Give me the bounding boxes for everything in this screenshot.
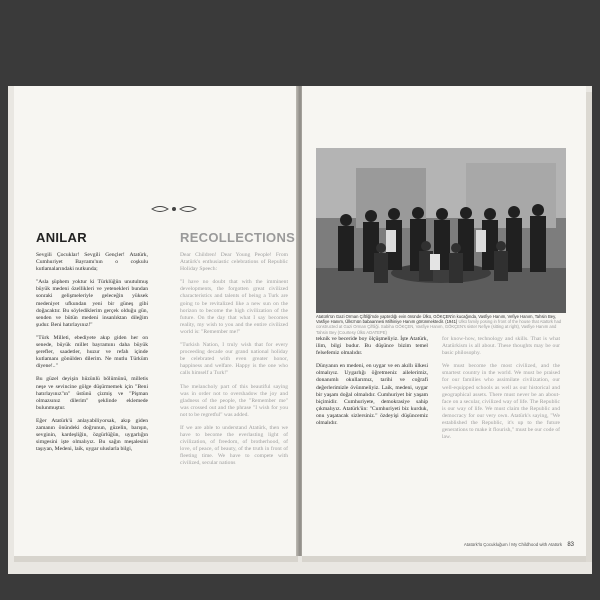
tr-paragraph: Eğer Atatürk'ü anlayabiliyorsak, akıp giden zamanın önündeki doğrunun, güzelin, barışın, sevginin, kardeşliğin, özgürlüğün, uygarlığın simgesini işte olmalıyız. Bu sağın meşalesini taşıyan, Medeni, laik, uygar uluslarla bilgi,: [36, 417, 148, 453]
tr-paragraph: teknik ve beceride boy ölçüşmeliyiz. İşte Atatürk, ilim, bilgi budur. Bu düşünce bizim temel felsefemiz olmalıdır.: [316, 336, 428, 357]
en-paragraph: We must become the most civilized, and the smartest country in the world. We must be praised for our families who assimilate civilization, our well-equipped schools as well as our historical and geographical assets. There must never be an about-face on a secular, civilized way of life. The Republic is our way of life. We must claim the Republic and democracy for our very own. Atatürk's saying, "We established the Republic, it's up to the future generations to make it flourish," must be our code of law.: [442, 363, 560, 441]
page-number: 83: [567, 542, 574, 548]
family-photo: [316, 148, 566, 313]
heading-recollections: RECOLLECTIONS: [180, 230, 296, 245]
turkish-column: [36, 252, 148, 459]
caption-turkish: Atatürk'ün Gazi Orman Çiftliği'nde yaptırdığı evin önünde Ülkü, GÖKÇEN'in kucağında, Vasfiye Hanım, Vefiye Hanım, Tahsin Bey, Vasfiye Hanım, Ülkü'nün babaannesi Milhiniye Hanım görünmektedir. (1941): [316, 314, 557, 325]
english-column: [180, 252, 288, 474]
tr-paragraph: "Türk Milleti, ebediyete akıp giden her on senede, büyük millet bayramını daha büyük şerefler, saadetler, huzur ve refah içinde kutlamanı gönülden dilerim. Ne mutlu Türküm diyene!..": [36, 334, 148, 370]
left-page-edge: [14, 556, 298, 562]
right-page: [302, 86, 586, 556]
en-paragraph: "I have no doubt that with the imminent developments, the forgotten great civilized characteristics and talents of being a Turk are going to be revitalized like a new sun on the horizon to become the high civilization of the future. On the day that what I say becomes reality, my wish to you and the entire civilized world is: "Remember me!": [180, 279, 288, 335]
turkish-column-right: [316, 336, 428, 433]
tr-paragraph: Bu güzel deyişin hüzünlü bölümünü, milletis neşe ve sevincine gölge düşürmemek için "Beni hatırlayınız"ın" üstünü çizmiş ve "Pişman olmazsınız dilerim" şeklinde eklemede bulunmuştur.: [36, 376, 148, 411]
open-book: [8, 86, 592, 574]
en-paragraph: for know-how, technology and skills. That is what Atatürkism is all about. These thoughts may be our basic philosophy.: [442, 336, 560, 357]
tr-paragraph: Dünyanın en medeni, en uygar ve en akıllı ülkesi olmalıyız. Uygarlığı öğretmeniz ailelerimiz, donanımlı okullarımız, tarihi ve coğrafi değerlerimizle övünmeliyiz. Laik, medeni, uygar bir yaşam doğal olmalıdır. Cumhuriyet bir yaşam biçimidir. Cumhuriyete, demokrasiye sahip çıkmalıyız. Atatürk'ün: "Cumhuriyeti biz kurduk, onu yaşatacak sizlersiniz." özdeyişi düşüncemiz olmalıdır.: [316, 363, 428, 427]
en-paragraph: If we are able to understand Atatürk, then we have to become the everlasting light of civilization, of freedom, of brotherhood, of love, of peace, of beauty, of the truth in front of fleeting time. We have to compete with civilized, secular nations: [180, 424, 288, 467]
right-page-edge: [302, 556, 586, 562]
photo-caption: [316, 314, 566, 335]
heading-anilar: ANILAR: [36, 230, 87, 245]
page-footer: [450, 542, 574, 548]
ornament-flourish-icon: [150, 204, 198, 214]
left-page: [14, 86, 298, 556]
caption-english: Ulkü family posing in front of the house that Atatürk had constructed at Gazi Orman Çiftliği. Sabiha GÖKÇEN, Vasfiye Hanım, GÖKÇEN's sister Nefiye (sitting at right), Vasfiye Hanım and Tahsin Bey (Courtesy Ülkü ADATEPE): [316, 319, 562, 335]
en-paragraph: The melancholy part of this beautiful saying was in order not to overshadow the joy and gladness of the people, the "Remember me" was crossed out and the phrase "I wish for you not to be regretful" was added.: [180, 383, 288, 418]
footer-book-title: Atatürk'lü Çocukluğum / My Childhood with Atatürk: [463, 542, 563, 547]
en-paragraph: Dear Children! Dear Young People! From Atatürk's enthusiastic celebrations of Republic Holiday Speech:: [180, 252, 288, 273]
en-paragraph: "Turkish Nation, I truly wish that for every proceeding decade our grand national holiday be celebrated with even greater honor, happiness and welfare. Happy is the one who calls himself a Turk!": [180, 342, 288, 377]
tr-paragraph: "Asla şüphem yoktur ki Türklüğün unutulmuş büyük medeni özellikleri ve yetenekleri bundan sonraki gelişmeleriyle geleceğin yüksek medeniyet ufkundan yeni bir güneş gibi doğacaktır. Bu söylediklerim gerçek olduğu gün, senden ve bütün medeni insanlıktan dileğim şudur. Beni hatırlayınız!": [36, 279, 148, 328]
tr-paragraph: Sevgili Çocuklar! Sevgili Gençler! Atatürk, Cumhuriyet Bayramı'nın o coşkulu kutlamalarındaki nutkunda;: [36, 252, 148, 273]
english-column-right: [442, 336, 560, 447]
book-side-edge: [586, 92, 592, 562]
